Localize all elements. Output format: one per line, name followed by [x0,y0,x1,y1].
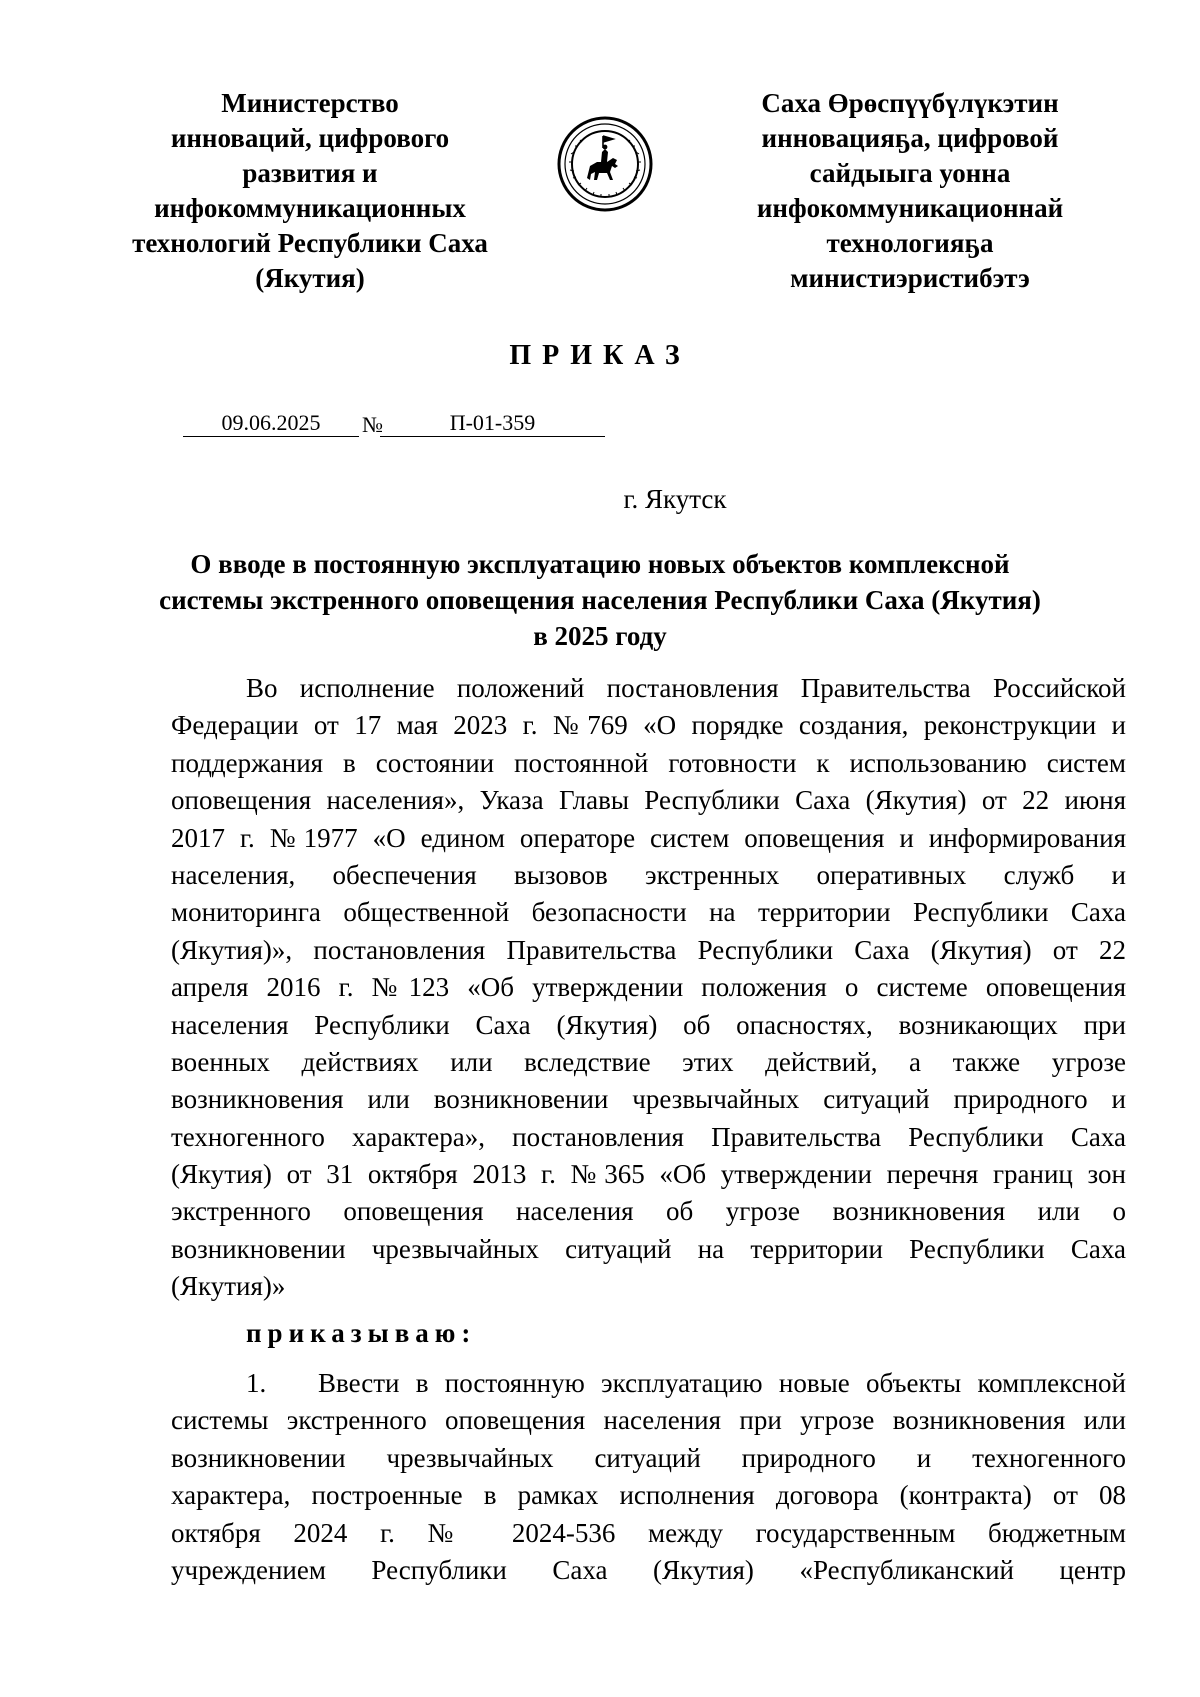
header-right-line: министиэристибэтэ [790,263,1030,293]
item-number: 1. [246,1368,267,1398]
header-right-line: инновацияҕа, цифровой [761,123,1059,153]
order-date: 09.06.2025 [183,412,359,437]
preamble-line: мониторинга общественной безопасности на территории Республики Саха [171,897,1126,928]
ministry-name-russian [100,86,520,296]
header-right-line: сайдыыга уонна [809,158,1011,188]
number-sign: № [362,412,383,437]
preamble-line: военных действиях или вследствие этих действий, а также угрозе [171,1046,1126,1077]
order-city: г. Якутск [623,484,727,514]
preamble-line: экстренного оповещения населения об угрозе возникновения или о [171,1196,1126,1227]
order-number: П-01-359 [380,412,605,437]
preamble-line: поддержания в состоянии постоянной готовности к использованию систем [171,747,1126,778]
header-left-line: технологий Республики Саха [132,228,488,258]
preamble-line: населения, обеспечения вызовов экстренных оперативных служб и [171,859,1126,890]
item-1-line: характера, построенные в рамках исполнения договора (контракта) от 08 [171,1480,1126,1511]
order-item-1 [171,1365,1126,1589]
header-right-line: инфокоммуникационнай [756,193,1064,223]
header-left-line: (Якутия) [255,263,365,293]
item-1-first-line [171,1365,1126,1402]
preamble-line: оповещения населения», Указа Главы Республики Саха (Якутия) от 22 июня [171,785,1126,816]
preamble-line: 2017 г. №1977 «О едином операторе систем оповещения и информирования [171,822,1126,853]
header-right-line: Саха Өрөспүүбүлүкэтин [761,88,1059,118]
preamble-paragraph [171,670,1126,1306]
order-title: ПРИКАЗ [509,340,691,371]
order-subject [120,546,1080,654]
preamble-line: Во исполнение положений постановления Правительства Российской [246,673,1126,703]
item-1-line: системы экстренного оповещения населения при угрозе возникновения или [171,1405,1126,1436]
preamble-line: (Якутия)» [171,1271,286,1302]
item-1-line: учреждением Республики Саха (Якутия) «Республиканский центр [171,1554,1126,1585]
preamble-line: (Якутия) от 31 октября 2013 г. №365 «Об утверждении перечня границ зон [171,1159,1126,1190]
directive-heading: приказываю: [246,1318,477,1348]
coat-of-arms-sakha-icon [555,114,655,214]
item-1-line: возникновении чрезвычайных ситуаций природного и техногенного [171,1442,1126,1473]
subject-line: системы экстренного оповещения населения Республики Саха (Якутия) [159,585,1041,615]
subject-line: О вводе в постоянную эксплуатацию новых объектов комплексной [190,549,1010,579]
header-right-line: технологияҕа [826,228,994,258]
preamble-line: апреля 2016 г. №123 «Об утверждении положения о системе оповещения [171,972,1126,1003]
subject-line: в 2025 году [533,621,667,651]
preamble-line: населения Республики Саха (Якутия) об опасностях, возникающих при [171,1009,1126,1040]
preamble-line: возникновении чрезвычайных ситуаций на территории Республики Саха [171,1233,1126,1264]
preamble-line: Федерации от 17 мая 2023 г. №769 «О порядке создания, реконструкции и [171,710,1126,741]
header-left-line: развития и [242,158,378,188]
header-left-line: Министерство [221,88,399,118]
item-1-line: октября 2024 г. № 2024-536 между государственным бюджетным [171,1517,1126,1548]
preamble-line: техногенного характера», постановления Правительства Республики Саха [171,1121,1126,1152]
item-1-first-line-text: Ввести в постоянную эксплуатацию новые объекты комплексной [318,1368,1126,1398]
preamble-line: (Якутия)», постановления Правительства Республики Саха (Якутия) от 22 [171,934,1126,965]
header-left-line: инфокоммуникационных [154,193,466,223]
preamble-line: возникновения или возникновении чрезвычайных ситуаций природного и [171,1084,1126,1115]
header-left-line: инноваций, цифрового [170,123,450,153]
ministry-name-yakut [700,86,1120,296]
